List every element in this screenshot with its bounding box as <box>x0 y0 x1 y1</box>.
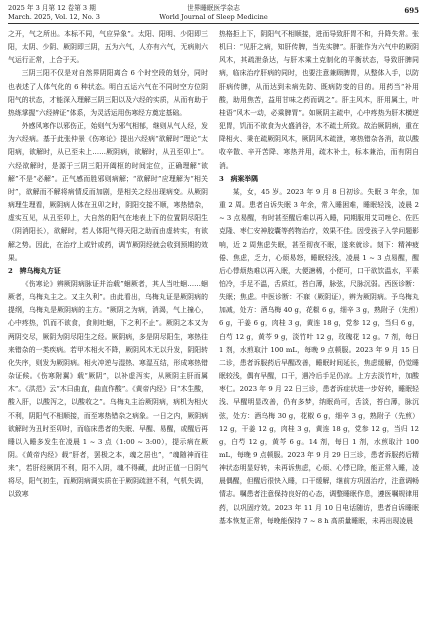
paragraph: 三阴三阳不仅是对自然界阴阳离合 6 个时空段的划分，同时也表述了人体气化的 6 种状态。明白五运六气在不同时空方位阴阳气的状态，才能深入理解三阴三阳以及六经的实质，从而有助于热练掌握“六经辨证”体系，为灵活运用伤寒经方奠定基础。 <box>8 69 208 117</box>
issue-cn: 2025 年 3 月第 12 卷第 3 期 <box>8 4 96 12</box>
section-heading: 3 病案举隅 <box>219 174 258 183</box>
paragraph: 某，女，45 岁。2023 年 9 月 8 日初诊。失眠 3 年余，加重 2 周。患者自诉失眠 3 年余，常入睡困难，睡眠轻浅，凌晨 2 ~ 3 点易醒，有时甚至醒后难以再入睡，同期服用艾司唑仑、佐匹克隆、枣仁安神胶囊等药物治疗，效果不佳。因受孩子入学问题影响，近 2 周焦虑失眠，甚至彻夜不眠，遂来就诊。刻下：精神疲倦、焦虑，乏力，心烦易怒，睡眠轻浅，凌晨 1 ~ 3 点易醒，醒后心悸烦热难以再入眠，大便溏稀，小便可，口干欲饮温水，平素怕冷，手足不温，舌质红，苔白薄，脉弦，尺脉沉弱。西医诊断：失眠；焦虑。中医诊断：不寐（厥阴证），辨为厥阴病。予乌梅丸加减，处方：酒乌梅 40 g，花椒 6 g，细辛 3 g，熟附子（先煎）6 g，干姜 6 g，肉桂 3 g，黄连 18 g，党参 12 g，当归 6 g，白芍 12 g，黄芩 9 g，淡竹叶 12 g，玫瑰花 12 g。7 剂，每日 1 剂，水煎取汁 100 mL，每晚 9 点顿服。2023 年 9 月 15 日二诊，患者诉服药后早醒改善，睡眠时间延长，焦虑缓解，仍觉睡眠较浅，偶有早醒，口干，遇冷后手足仍凉。上方去淡竹叶，加酸枣仁。2023 年 9 月 22 日三诊，患者诉症状进一步好转，睡眠轻浅、早醒明显改善，仍有多梦，纳眠尚可，舌淡，苔白薄，脉沉弦，处方：酒乌梅 30 g，花椒 6 g，细辛 3 g，熟附子（先煎）12 g，干姜 12 g，肉桂 3 g，黄连 18 g，党参 12 g，当归 12 g，白芍 12 g，黄芩 6 g。14 剂，每日 1 剂，水煎取汁 100 mL，每晚 9 点顿服。2023 年 9 月 29 日三诊，患者诉服药后精神状态明显好转，未再诉焦虑，心烦、心悸已除，能正常入睡，凌晨偶醒，但醒后很快入睡，口干缓解，继前方巩固治疗，注意调畅情志。嘱患者注意保持良好的心态，调整睡眠作息，遵医嘱规律用药，以巩固疗效。2023 年 11 月 10 日电话随访，患者自诉睡眠基本恢复正常，每晚能保持 7 ~ 8 h 高质量睡眠，未再出现凌晨 <box>219 187 419 525</box>
paragraph: 之开，气之所出。本标不同，气应异象”。太阳、阳明、少阳即三阳，太阴、少阴、厥阴即三阴，五为六气，人亦有六气，无病则六气运行正常，上合于天。 <box>8 30 208 65</box>
journal-title-cn: 世界睡眠医学杂志 <box>187 4 240 12</box>
paragraph: 《伤寒论》辨厥阴病脉证并治载”蛔厥者，其人当吐蛔……蛔厥者，乌梅丸主之。又主久利”。由此看出，乌梅丸证是厥阴病的提纲，乌梅丸是厥阴病的主方。“厥阴之为病，消渴，气上撞心，心中疼热，饥而不欲食，食则吐蛔，下之利不止”。厥阴之本又为两阴交尽，厥阴为阴尽阳生之经。厥阴病，多是阴尽阳生，寒热往来错杂的一类疾病。若甲木相火不降，厥阴风木无以升发，阴阳转化失序，则发为厥阴病。相火冲逆与湿热、寒湿互结，形成寒热错杂证候。《伤寒附翼》载“厥阴”，以补虚泻实，从厥阴主肝而属木”。《洪范》云“木曰曲直，曲直作酸”。《黄帝内经》曰“木生酸，酸入肝，以酸泻之，以酸收之”。乌梅丸主治厥阴病，病机为相火不利，阴阳气不相顺接，而至寒热错杂之病象。一日之内，厥阴病欲解时为丑时至卯时，而临床患者的失眠、早醒、易醒，或醒后再睡以入睡多发生在凌晨 1 ~ 3 点（1:00 ~ 3:00），提示病在厥阴。《黄帝内经》载“肝者，罢极之本，魂之居也”，“魂随神而往来”，若肝经厥阴不利，阳不入阴，魂不得藏，此时正值一日阴气将尽，阳气初生，而厥阴病调实质在于厥阴疏泄不利，气机失调，以致寒 <box>8 279 208 499</box>
right-column <box>219 28 419 528</box>
section-heading: 2 辨乌梅丸方证 <box>8 266 61 275</box>
left-column <box>8 28 208 502</box>
journal-title-en: World Journal of Sleep Medicine <box>159 12 268 21</box>
issue-en: March. 2025, Vol. 12, No. 3 <box>8 12 100 21</box>
journal-title <box>8 4 419 21</box>
paragraph: 热格拒上下，阴阳气不相顺接，进而导致肝胃不和，升降失常。张机曰：“见肝之病，知肝传脾，当先实脾”。肝脏作为六气中的厥阴风木，其疏泄条达，与肝木乘土克制化的平衡状态，导致肝脾同病，临床治疗肝病的同时，也要注意兼顾脾胃，从整体入手，以防肝病传脾，从而达到未病先防、既病防变的目的。用药当“补用酸，助用焦苦，益用甘味之药而调之”。肝主风木，肝用属土，叶桂语“风木一动，必乘脾胃”。如厥阴主疏中，心中疼热为肝木横逆犯胃，饥而不欲食为火盛消谷，木不疏土所致。故治厥阴病，重在降相火、秉在疏厥阴风木，厥阴风木疏泄，寒热错杂各消，故以酸收辛散、辛开苦降、寒热并用，疏木补土，标本兼治，而有阴自消。 <box>219 30 419 170</box>
page-number: 695 <box>404 6 419 15</box>
paragraph: 外感风寒作以邪伤正，始则气为邪气相郁，继则从气人经，发为六经病。基于此张仲景《伤寒论》提出六经病“欲解时”理论“太阳病，欲解时，从已至未上……厥阴病，欲解时，从丑至卯上”。六经欲解时，是源于三阴三阳开阖枢的时间定位，正确理解“欲解”不是“必解”。正气感而胜邪则病解；“欲解时”应理解为“相关时”，欲解而不解将病情反而加剧，是相关之经出现病变。从厥阴病理生理看，厥阴病人体在丑卯之时，阴阳交接不顺，寒热错杂，虚实互见，从丑至卯上，大自然的阳气在地表上下的位置阴尽阳生（阴消阳长），欲解时，若人体阳气得天阳之助而由虚转实，有欲解之势。因此，在治疗上或针或药，调节厥阴经就会收到预期的效果。 <box>8 122 208 262</box>
running-header <box>8 4 419 24</box>
header-rule <box>8 23 419 24</box>
